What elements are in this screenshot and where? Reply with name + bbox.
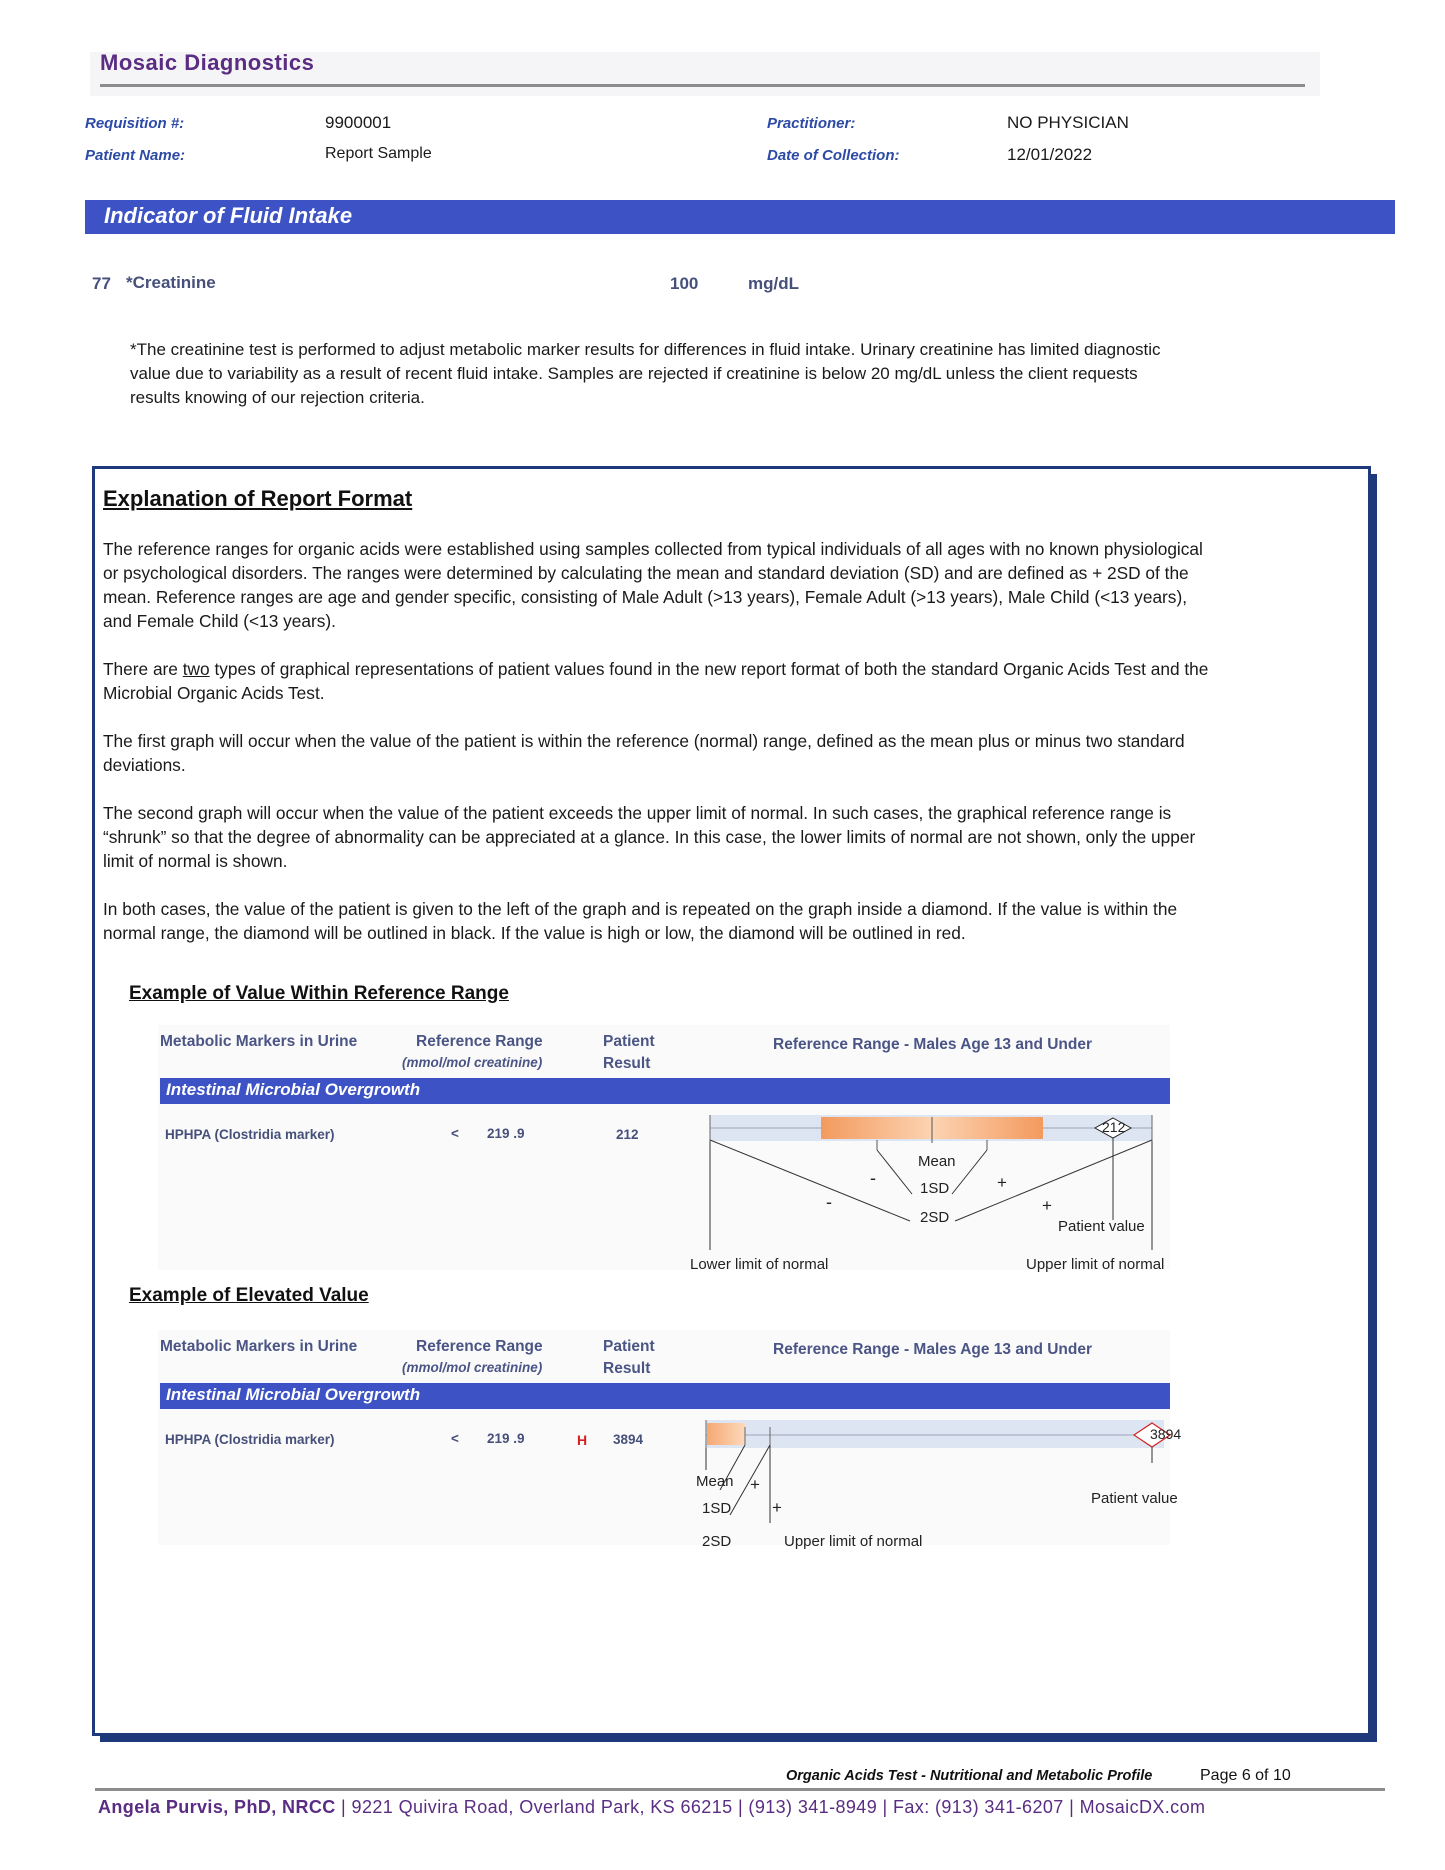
example-2-plus-2sd: +: [772, 1498, 782, 1517]
creatinine-value: 100: [670, 274, 699, 293]
example-1-minus-2sd: -: [826, 1192, 832, 1212]
creatinine-row-number: 77: [92, 274, 111, 293]
creatinine-note: *The creatinine test is performed to adjust metabolic marker results for differences in fluid intake. Urinary creatinine has limited diagnostic value due to variability as a result of recent fluid intake. Samples are rejected if creatinine is below 20 mg/dL unless the client requests results knowing of our rejection criteria.: [130, 340, 1161, 407]
example-2-category-title: Intestinal Microbial Overgrowth: [166, 1385, 421, 1404]
example-2-upper-limit-label: Upper limit of normal: [784, 1533, 923, 1550]
example-2-col-marker: Metabolic Markers in Urine: [160, 1338, 358, 1355]
patient-name-label: Patient Name:: [85, 147, 186, 164]
explanation-paragraph-3: The first graph will occur when the value of the patient is within the reference (normal) range, defined as the mean plus or minus two standard deviations.: [103, 731, 1185, 775]
footer-divider: [95, 1788, 1385, 1791]
header-divider: [100, 84, 1305, 87]
creatinine-unit: mg/dL: [748, 274, 799, 293]
collection-date-value: 12/01/2022: [1007, 145, 1093, 164]
example-1-upper-limit-label: Upper limit of normal: [1026, 1256, 1165, 1273]
example-1-col-patient: Patient: [603, 1033, 655, 1050]
explanation-paragraph-5: In both cases, the value of the patient is given to the left of the graph and is repeated on the graph inside a diamond. If the value is within the normal range, the diamond will be outlined in black. If the value is high or low, the diamond will be outlined in red.: [103, 899, 1178, 943]
explanation-paragraph-1: The reference ranges for organic acids were established using samples collected from typical individuals of all ages with no known physiological or psychological disorders. The ranges were determined by calculating the mean and standard deviation (SD) and are defined as + 2SD of the mean. Reference ranges are age and gender specific, consisting of Male Adult (>13 years), Female Adult (>13 years), Male Child (<13 years), and Female Child (<13 years).: [103, 539, 1203, 631]
footer-report-name: Organic Acids Test - Nutritional and Metabolic Profile: [786, 1768, 1153, 1784]
explanation-paragraph-2: There are two types of graphical representations of patient values found in the new report format of both the standard Organic Acids Test and the Microbial Organic Acids Test.: [103, 659, 1209, 703]
footer-author: Angela Purvis, PhD, NRCC: [98, 1797, 336, 1817]
example-1-minus-1sd: -: [870, 1168, 876, 1188]
example-2-high-flag: H: [577, 1432, 588, 1448]
example-2-title: Example of Elevated Value: [129, 1285, 369, 1306]
example-2-lt: <: [451, 1431, 459, 1446]
explanation-title: Explanation of Report Format: [103, 486, 413, 511]
example-2-marker: HPHPA (Clostridia marker): [165, 1432, 335, 1447]
example-2-2sd-label: 2SD: [702, 1533, 732, 1550]
example-1-diamond-value: 212: [1102, 1119, 1126, 1135]
requisition-label: Requisition #:: [85, 115, 185, 132]
example-2-graph-track: [706, 1420, 1164, 1448]
example-2-range: 219 .9: [487, 1431, 525, 1446]
example-1-plus-1sd: +: [997, 1173, 1007, 1192]
footer-page-number: Page 6 of 10: [1200, 1767, 1291, 1784]
example-2-range-graph: [690, 1415, 1180, 1555]
brand-logo: Mosaic Diagnostics: [100, 50, 315, 75]
patient-name-value: Report Sample: [325, 145, 432, 162]
example-1-2sd-left: [710, 1140, 910, 1221]
requisition-value: 9900001: [325, 113, 392, 132]
example-1-col-graph: Reference Range - Males Age 13 and Under: [773, 1036, 1092, 1053]
example-1-category-title: Intestinal Microbial Overgrowth: [166, 1080, 421, 1099]
example-1-col-result: Result: [603, 1055, 651, 1072]
practitioner-value: NO PHYSICIAN: [1007, 113, 1129, 132]
footer-address: [98, 1797, 1205, 1818]
example-1-col-marker: Metabolic Markers in Urine: [160, 1033, 358, 1050]
creatinine-marker: *Creatinine: [126, 273, 216, 292]
example-1-2sd-label: 2SD: [920, 1209, 950, 1226]
example-1-range: 219 .9: [487, 1126, 525, 1141]
example-2-col-result: Result: [603, 1360, 651, 1377]
example-2-col-patient: Patient: [603, 1338, 655, 1355]
example-2-result: 3894: [613, 1432, 644, 1447]
example-1-patient-value-label: Patient value: [1058, 1218, 1145, 1235]
example-2-patient-value-label: Patient value: [1091, 1490, 1178, 1507]
example-1-1sd-label: 1SD: [920, 1180, 950, 1197]
collection-date-label: Date of Collection:: [767, 147, 900, 164]
example-2-col-range-sub: (mmol/mol creatinine): [402, 1360, 543, 1375]
example-1-col-range: Reference Range: [416, 1033, 543, 1050]
footer-contact: | 9221 Quivira Road, Overland Park, KS 66215 | (913) 341-8949 | Fax: (913) 341-6207 | MosaicDX.com: [335, 1797, 1206, 1817]
example-1-result: 212: [616, 1127, 639, 1142]
example-1-title: Example of Value Within Reference Range: [129, 983, 509, 1004]
example-1-mean-label: Mean: [918, 1153, 956, 1170]
example-1-lower-limit-label: Lower limit of normal: [690, 1256, 829, 1273]
example-1-1sd-right-leader: [952, 1150, 987, 1194]
example-1-marker: HPHPA (Clostridia marker): [165, 1127, 335, 1142]
example-1-lt: <: [451, 1126, 459, 1141]
example-2-diamond-value: 3894: [1150, 1426, 1182, 1442]
example-1-1sd-left-leader: [877, 1150, 912, 1194]
fluid-intake-title: Indicator of Fluid Intake: [104, 203, 353, 228]
example-1-2sd-right: [955, 1140, 1152, 1221]
example-1-col-range-sub: (mmol/mol creatinine): [402, 1055, 543, 1070]
explanation-paragraph-4: The second graph will occur when the value of the patient exceeds the upper limit of normal. In such cases, the graphical reference range is “shrunk” so that the degree of abnormality can be appreciated at a glance. In this case, the lower limits of normal are not shown, only the upper limit of normal is shown.: [103, 803, 1196, 871]
example-2-1sd-label: 1SD: [702, 1500, 732, 1517]
example-2-col-range: Reference Range: [416, 1338, 543, 1355]
example-2-mean-label: Mean: [696, 1473, 734, 1490]
example-2-normal-band: [707, 1423, 745, 1445]
example-2-col-graph: Reference Range - Males Age 13 and Under: [773, 1341, 1092, 1358]
example-2-plus-1sd: +: [750, 1475, 760, 1494]
example-1-plus-2sd: +: [1042, 1196, 1052, 1215]
practitioner-label: Practitioner:: [767, 115, 856, 132]
